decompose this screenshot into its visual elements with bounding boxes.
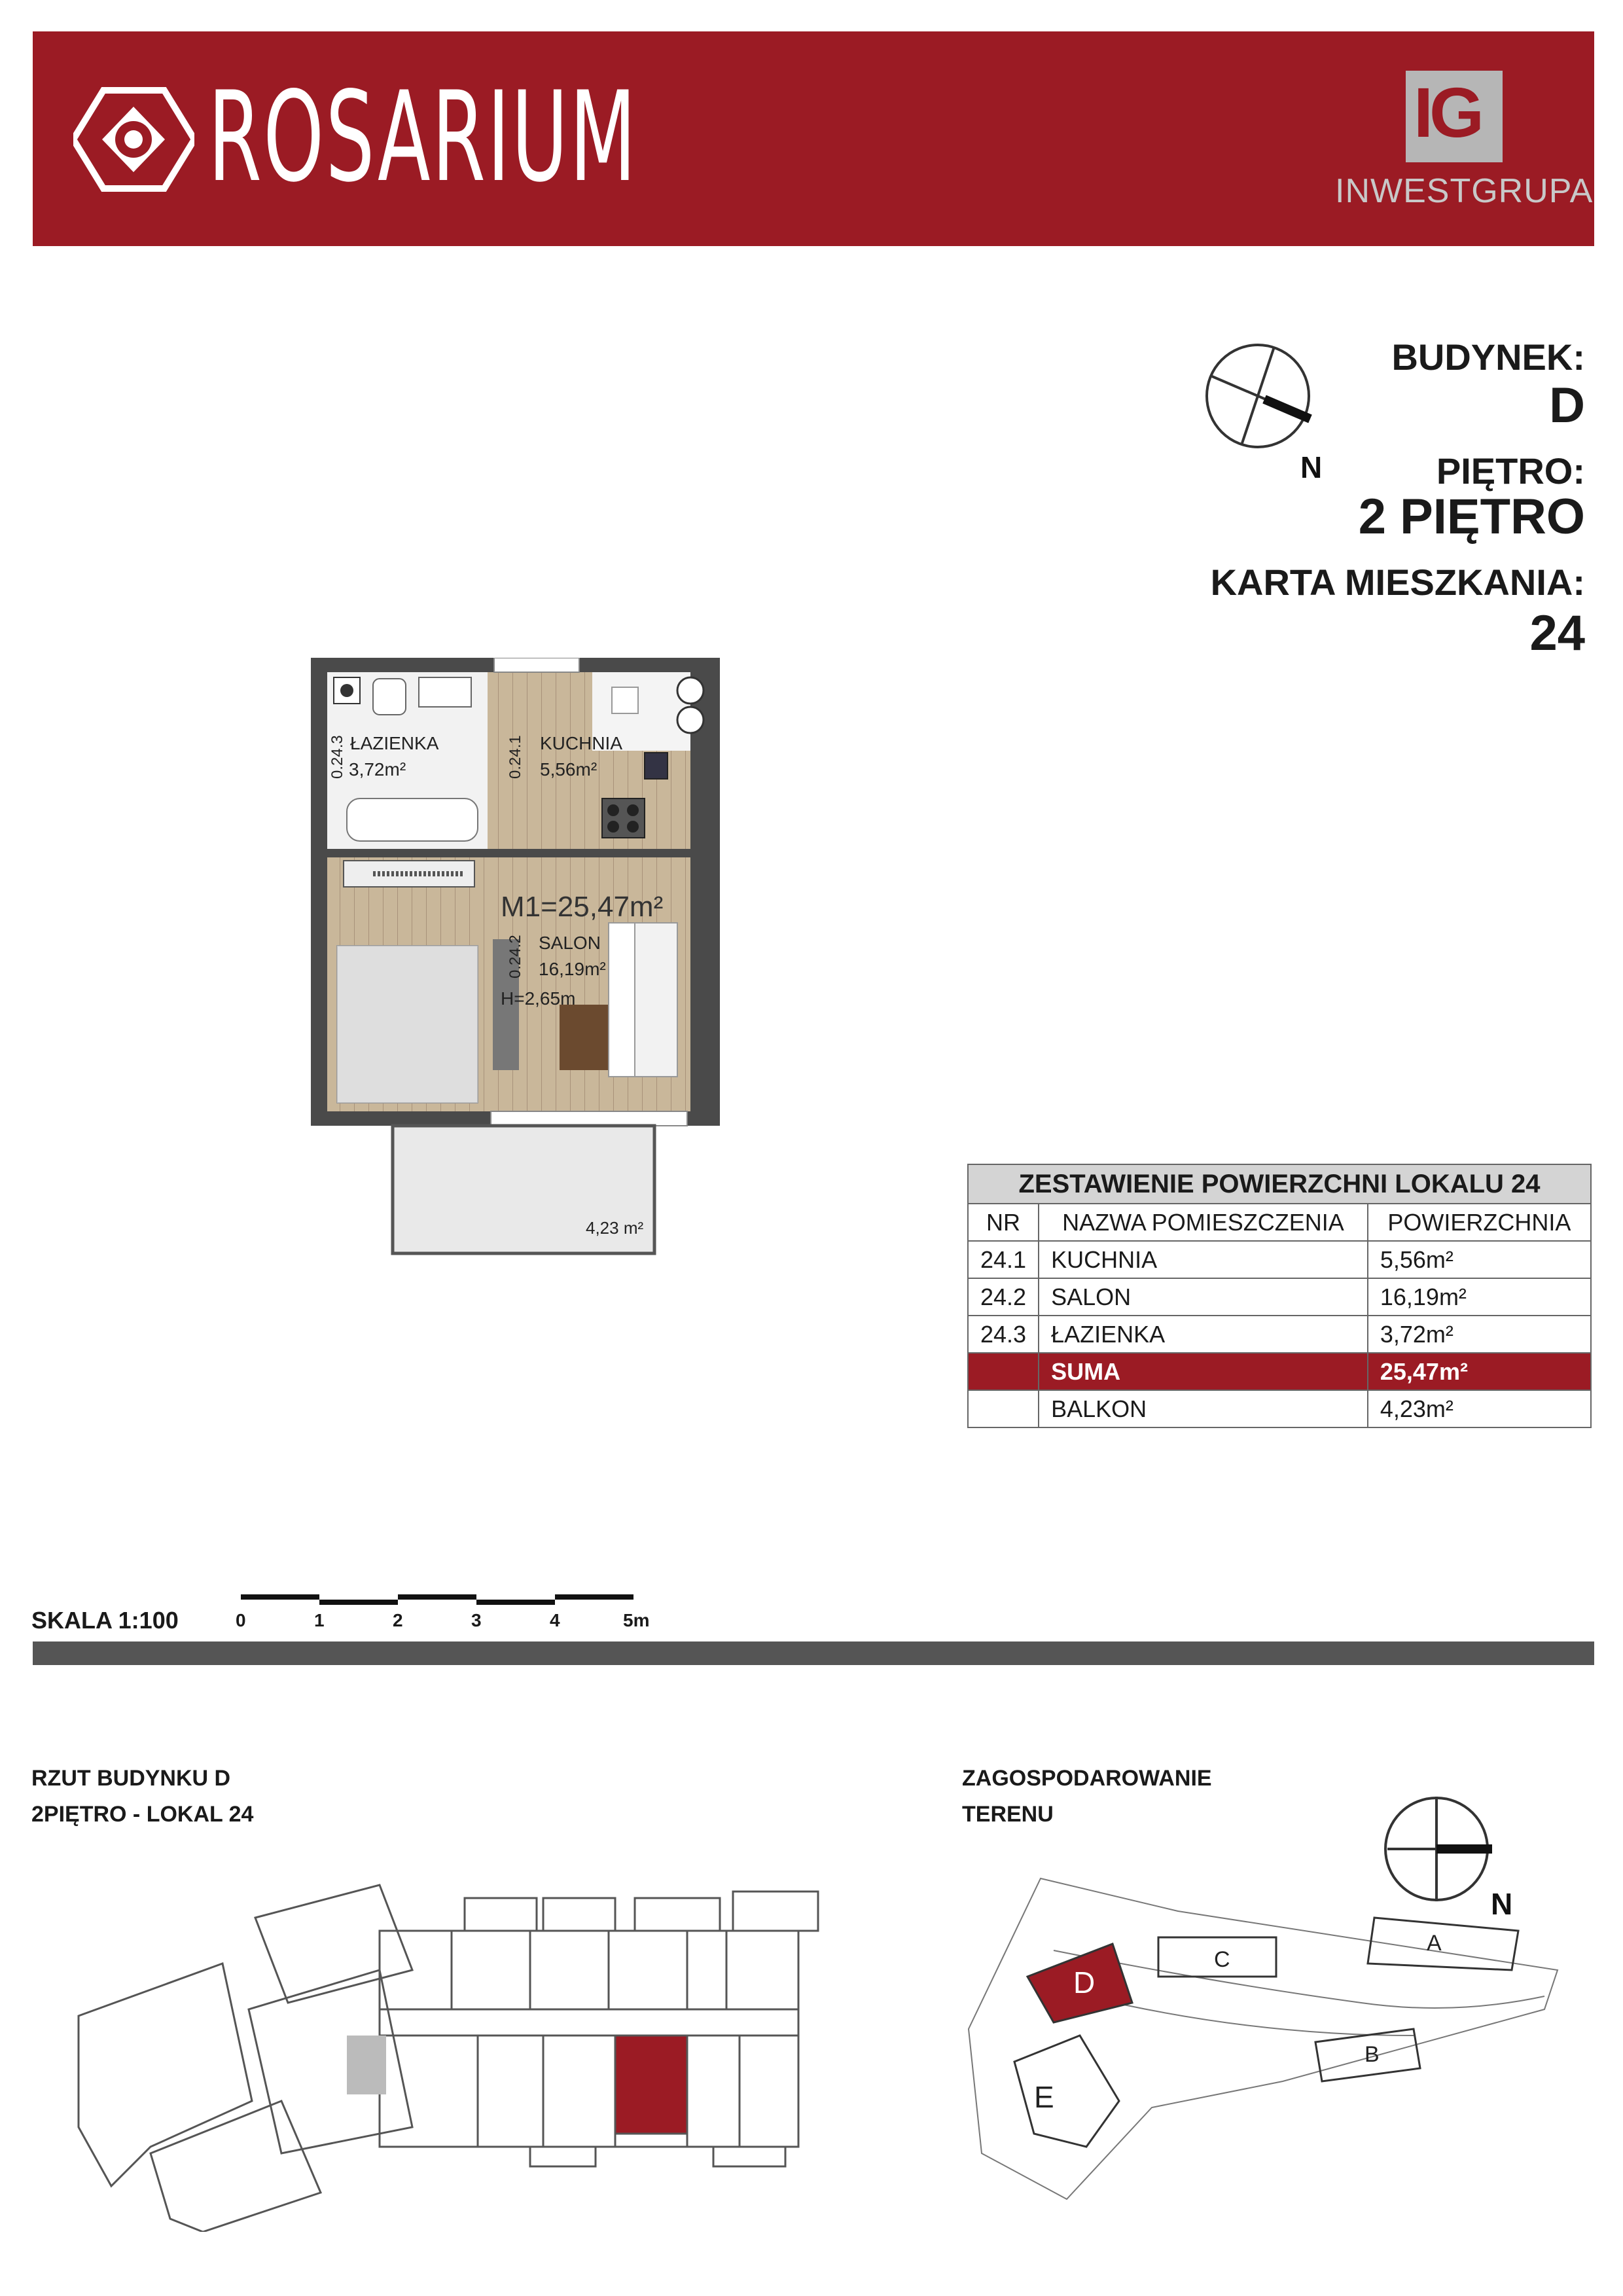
table-cell-nr: 24.3 (968, 1316, 1039, 1353)
highlighted-unit (615, 2036, 687, 2134)
table-header-name: NAZWA POMIESZCZENIA (1039, 1204, 1368, 1241)
room-name-kitchen: KUCHNIA (540, 733, 623, 753)
rosarium-logo-icon (73, 87, 194, 192)
section-divider (33, 1641, 1594, 1665)
room-area-bathroom: 3,72m² (349, 759, 406, 780)
balcony-area: 4,23 m² (586, 1218, 644, 1238)
room-height: H=2,65m (501, 988, 576, 1009)
site-building-label: E (1034, 2080, 1054, 2114)
table-cell-nr: 24.2 (968, 1278, 1039, 1316)
sum-area: 25,47m² (1368, 1353, 1591, 1390)
site-building-label: B (1364, 2042, 1380, 2067)
room-code-salon: 0.24.2 (507, 935, 524, 978)
scale-tick: 5m (623, 1610, 650, 1630)
site-plan-title-1: ZAGOSPODAROWANIE (962, 1766, 1212, 1791)
svg-text:N: N (1491, 1887, 1513, 1921)
table-cell-area: 3,72m² (1368, 1316, 1591, 1353)
table-row (968, 1278, 1591, 1316)
building-label: BUDYNEK: (1391, 336, 1585, 378)
table-cell-name: ŁAZIENKA (1039, 1316, 1368, 1353)
table-cell-name: SALON (1039, 1278, 1368, 1316)
table-cell-name: KUCHNIA (1039, 1241, 1368, 1278)
room-area-kitchen: 5,56m² (540, 759, 597, 780)
card-value: 24 (1529, 605, 1585, 661)
site-building-label: A (1427, 1931, 1442, 1956)
scale-bar (241, 1594, 633, 1607)
table-title: ZESTAWIENIE POWIERZCHNI LOKALU 24 (968, 1164, 1591, 1204)
floor-value: 2 PIĘTRO (1358, 489, 1585, 545)
scale-tick: 0 (236, 1610, 246, 1630)
room-code-bathroom: 0.24.3 (329, 735, 346, 779)
developer-name: INWESTGRUPA (1335, 172, 1594, 210)
table-cell-area: 5,56m² (1368, 1241, 1591, 1278)
room-area-salon: 16,19m² (539, 959, 606, 979)
table-header-area: POWIERZCHNIA (1368, 1204, 1591, 1241)
site-plan-title-2: TERENU (962, 1802, 1054, 1827)
site-building-label: D (1073, 1965, 1096, 2000)
scale-label: SKALA 1:100 (31, 1607, 179, 1634)
table-header-nr: NR (968, 1204, 1039, 1241)
sum-label: SUMA (1039, 1353, 1368, 1390)
room-code-kitchen: 0.24.1 (507, 735, 524, 779)
table-row-sum (968, 1353, 1591, 1390)
building-floor-plan (72, 1878, 831, 2232)
table-cell-nr: 24.1 (968, 1241, 1039, 1278)
area-table (967, 1164, 1592, 1428)
table-row-balcony (968, 1390, 1591, 1427)
room-name-bathroom: ŁAZIENKA (350, 733, 439, 753)
compass-icon (1199, 340, 1330, 484)
table-row (968, 1316, 1591, 1353)
scale-tick: 3 (471, 1610, 482, 1630)
floor-label: PIĘTRO: (1436, 450, 1585, 492)
table-cell-area: 16,19m² (1368, 1278, 1591, 1316)
site-building-label: C (1214, 1947, 1230, 1972)
total-area: M1=25,47m² (501, 891, 664, 923)
building-e-outline (1014, 2036, 1119, 2147)
scale-tick: 4 (550, 1610, 560, 1630)
room-name-salon: SALON (539, 933, 601, 953)
balcony-area-value: 4,23m² (1368, 1390, 1591, 1427)
balcony-label: BALKON (1039, 1390, 1368, 1427)
card-label: KARTA MIESZKANIA: (1210, 562, 1585, 603)
site-plan-map (955, 1872, 1584, 2212)
building-plan-title-2: 2PIĘTRO - LOKAL 24 (31, 1802, 254, 1827)
compass-label: N (1300, 450, 1323, 484)
apartment-floor-plan (311, 658, 720, 1260)
brand-name: ROSARIUM (208, 65, 638, 209)
building-plan-title-1: RZUT BUDYNKU D (31, 1766, 231, 1791)
developer-initials: IG (1414, 73, 1481, 152)
scale-tick: 1 (314, 1610, 325, 1630)
table-row (968, 1241, 1591, 1278)
building-value: D (1549, 378, 1585, 433)
scale-tick: 2 (393, 1610, 403, 1630)
